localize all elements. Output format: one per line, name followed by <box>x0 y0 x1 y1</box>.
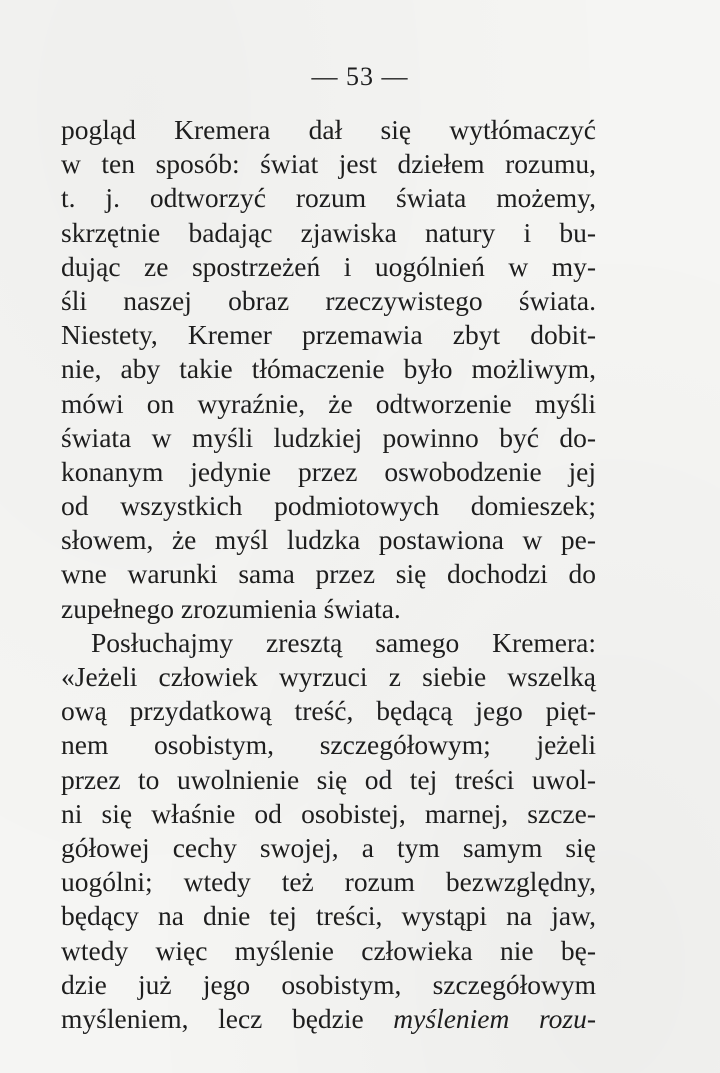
text-line: gółowej cechy swojej, a tym samym się <box>61 831 596 863</box>
final-line-plain-text: myśleniem, lecz będzie <box>61 1002 394 1034</box>
text-line: od wszystkich podmiotowych domieszek; <box>61 490 596 522</box>
final-text-line <box>61 1002 596 1036</box>
text-line: przez to uwolnienie się od tej treści uwol- <box>61 763 596 795</box>
text-line: ni się właśnie od osobistej, marnej, szcze- <box>61 797 596 829</box>
text-line: świata w myśli ludzkiej powinno być do- <box>61 421 596 453</box>
text-line: dując ze spostrzeżeń i uogólnień w my- <box>61 250 596 282</box>
text-line: mówi on wyraźnie, że odtworzenie myśli <box>61 387 596 419</box>
text-line: wtedy więc myślenie człowieka nie bę- <box>61 934 596 966</box>
text-line: t. j. odtworzyć rozum świata możemy, <box>61 182 596 214</box>
text-line: w ten sposób: świat jest dziełem rozumu, <box>61 148 596 180</box>
text-line: uogólni; wtedy też rozum bezwzględny, <box>61 866 596 898</box>
text-line: ową przydatkową treść, będącą jego pięt- <box>61 695 596 727</box>
text-line: dzie już jego osobistym, szczegółowym <box>61 968 596 1000</box>
paragraph-start-line: Posłuchajmy zresztą samego Kremera: <box>91 626 596 658</box>
text-line: nem osobistym, szczegółowym; jeżeli <box>61 729 596 761</box>
text-line: zupełnego zrozumienia świata. <box>61 592 401 624</box>
text-line: pogląd Kremera dał się wytłómaczyć <box>61 114 596 145</box>
body-text <box>61 113 596 1036</box>
text-line: nie, aby takie tłómaczenie było możliwym, <box>61 353 596 385</box>
text-line: wne warunki sama przez się dochodzi do <box>61 558 596 590</box>
text-line: konanym jedynie przez oswobodzenie jej <box>61 455 596 487</box>
text-line: śli naszej obraz rzeczywistego świata. <box>61 284 596 316</box>
text-line: skrzętnie badając zjawiska natury i bu- <box>61 216 596 248</box>
text-line: będący na dnie tej treści, wystąpi na jaw, <box>61 900 596 932</box>
page-number: — 53 — <box>311 62 409 91</box>
text-line: «Jeżeli człowiek wyrzuci z siebie wszelką <box>61 661 596 692</box>
final-line-italic-text: myśleniem rozu- <box>393 1002 596 1034</box>
text-line: Niestety, Kremer przemawia zbyt dobit- <box>61 319 596 351</box>
text-line: słowem, że myśl ludzka postawiona w pe- <box>61 524 596 556</box>
